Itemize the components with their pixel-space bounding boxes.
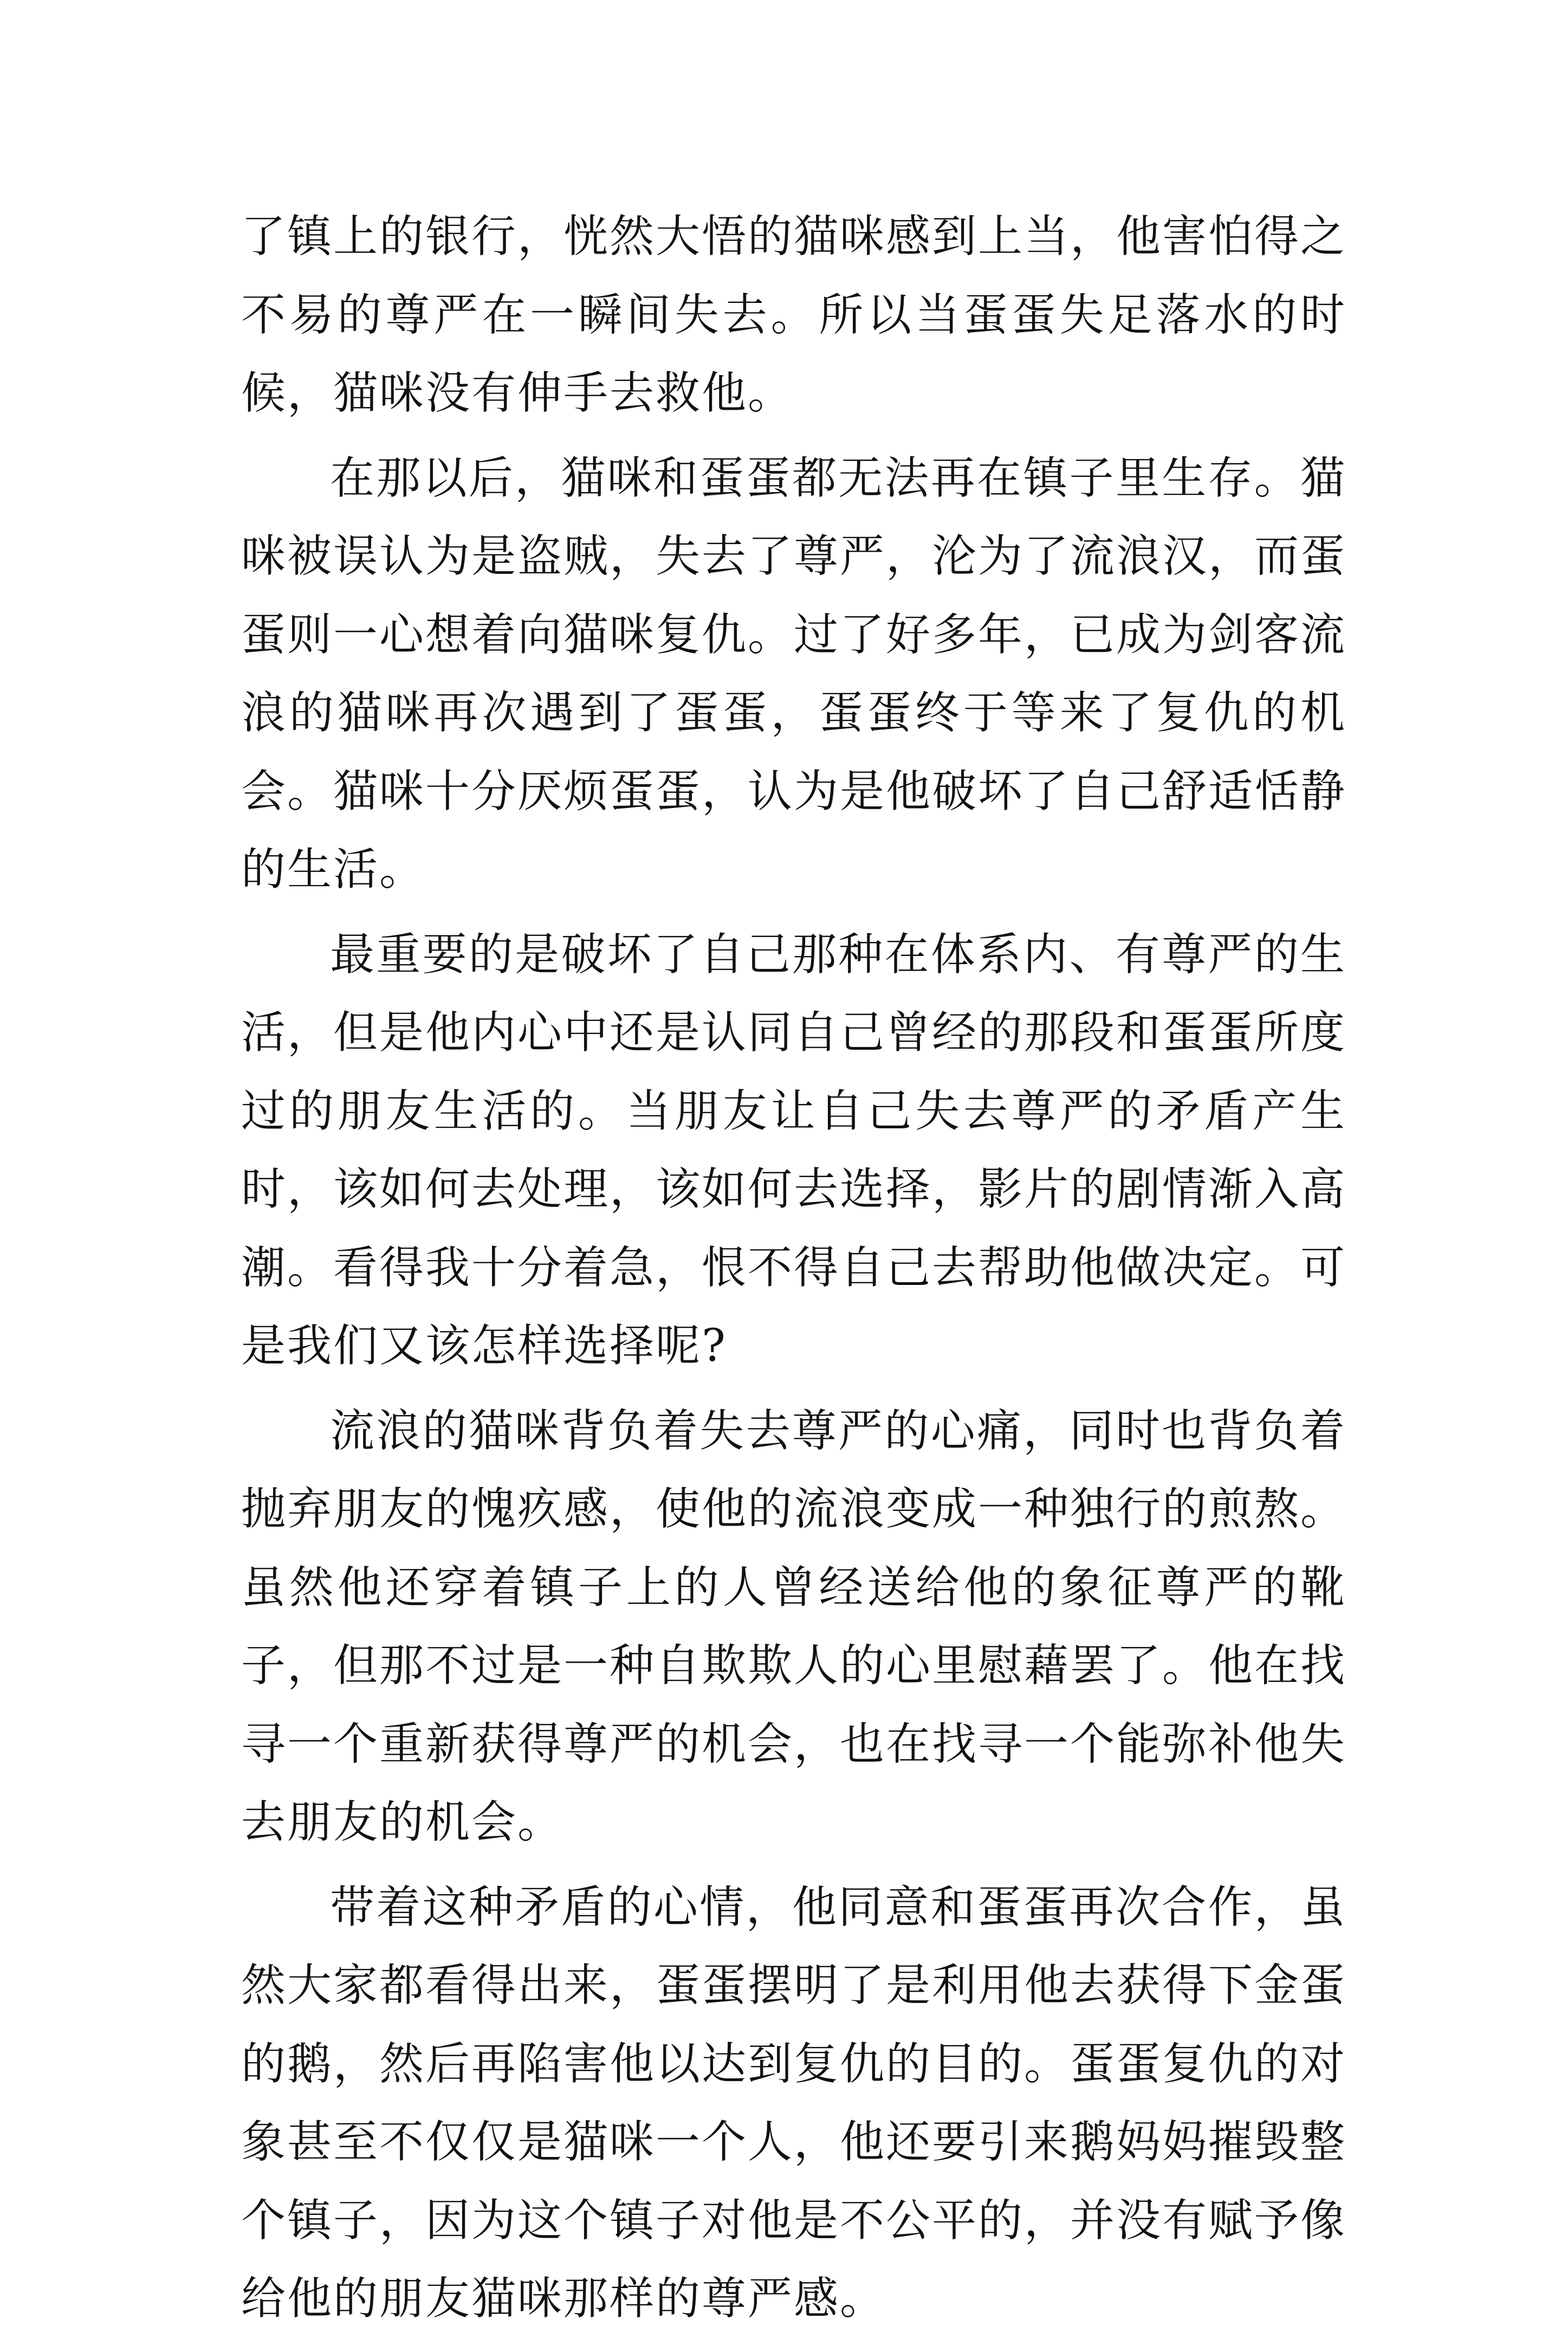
paragraph-4: 流浪的猫咪背负着失去尊严的心痛，同时也背负着抛弃朋友的愧疚感，使他的流浪变成一种独行的煎熬。虽然他还穿着镇子上的人曾经送给他的象征尊严的靴子，但那不过是一种自欺欺人的心里慰藉罢了。他在找寻一个重新获得尊严的机会，也在找寻一个能弥补他失去朋友的机会。 bbox=[241, 1405, 1347, 1848]
paragraph-5: 带着这种矛盾的心情，他同意和蛋蛋再次合作，虽然大家都看得出来，蛋蛋摆明了是利用他去获得下金蛋的鹅，然后再陷害他以达到复仇的目的。蛋蛋复仇的对象甚至不仅仅是猫咪一个人，他还要引来鹅妈妈摧毁整个镇子，因为这个镇子对他是不公平的，并没有赋予像给他的朋友猫咪那样的尊严感。 bbox=[241, 1881, 1347, 2324]
body-text bbox=[241, 198, 1346, 2345]
paragraph-2: 在那以后，猫咪和蛋蛋都无法再在镇子里生存。猫咪被误认为是盗贼，失去了尊严，沦为了流浪汉，而蛋蛋则一心想着向猫咪复仇。过了好多年，已成为剑客流浪的猫咪再次遇到了蛋蛋，蛋蛋终于等来了复仇的机会。猫咪十分厌烦蛋蛋，认为是他破坏了自己舒适恬静的生活。 bbox=[241, 452, 1347, 895]
paragraph-1: 了镇上的银行，恍然大悟的猫咪感到上当，他害怕得之不易的尊严在一瞬间失去。所以当蛋蛋失足落水的时候，猫咪没有伸手去救他。 bbox=[241, 211, 1347, 419]
paragraph-3: 最重要的是破坏了自己那种在体系内、有尊严的生活，但是他内心中还是认同自己曾经的那段和蛋蛋所度过的朋友生活的。当朋友让自己失去尊严的矛盾产生时，该如何去处理，该如何去选择，影片的剧情渐入高潮。看得我十分着急，恨不得自己去帮助他做决定。可是我们又该怎样选择呢? bbox=[241, 928, 1347, 1372]
